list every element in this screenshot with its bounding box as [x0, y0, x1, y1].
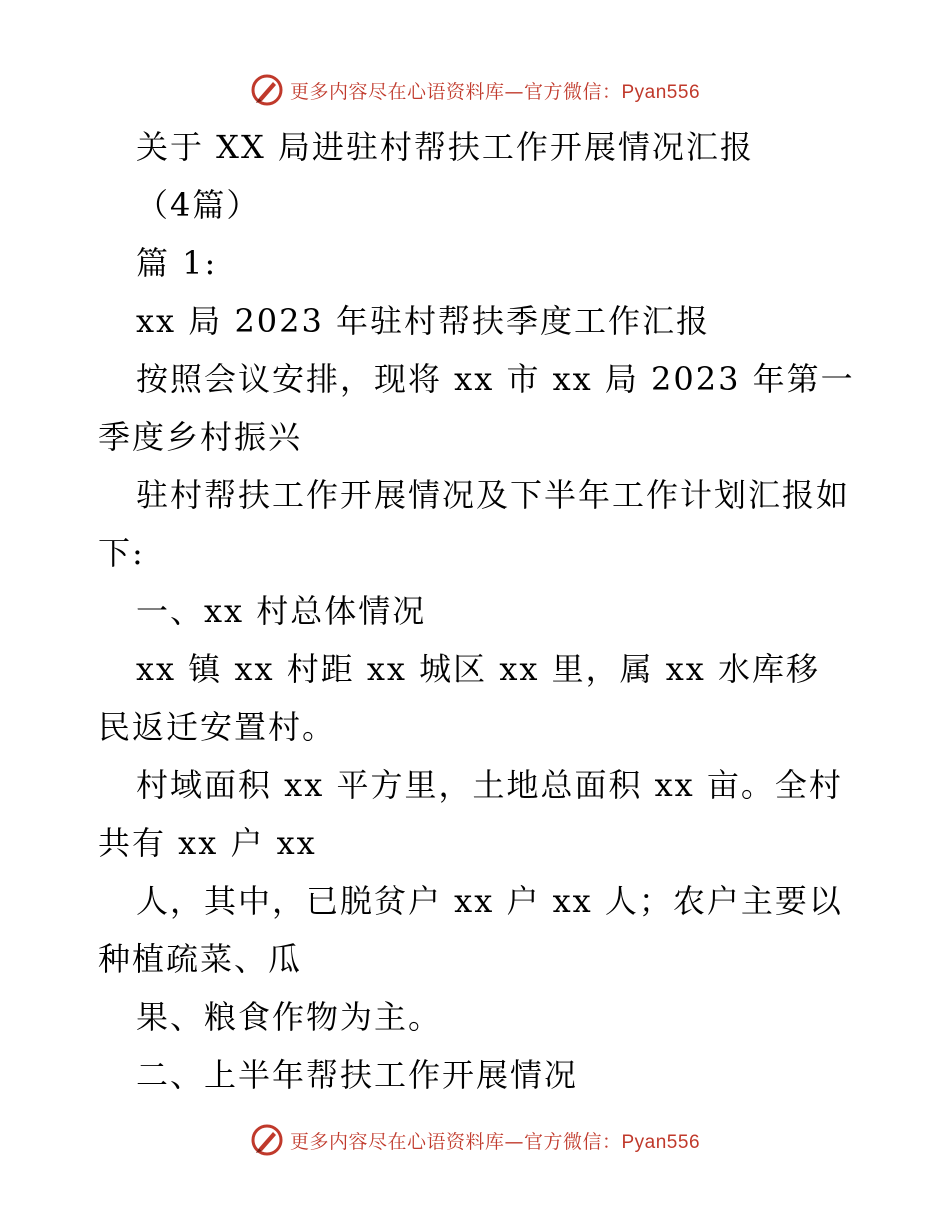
paragraph-line: xx 镇 xx 村距 xx 城区 xx 里，属 xx 水库移 — [136, 650, 821, 688]
paragraph-line: 民返迁安置村。 — [98, 708, 337, 746]
document-body — [98, 118, 858, 1104]
paragraph-line: 季度乡村振兴 — [98, 418, 303, 456]
paragraph-line: 果、粮食作物为主。 — [136, 998, 443, 1036]
section-heading: xx 局 2023 年驻村帮扶季度工作汇报 — [136, 302, 711, 340]
paragraph-line: 人，其中，已脱贫户 xx 户 xx 人；农户主要以 — [136, 882, 843, 920]
subheading: 二、上半年帮扶工作开展情况 — [136, 1056, 579, 1094]
section-label: 篇 1: — [136, 244, 218, 282]
pen-logo-icon — [250, 1123, 284, 1157]
footer-watermark-banner — [0, 1120, 950, 1160]
document-subtitle: （4篇） — [136, 186, 261, 224]
paragraph-line: 共有 xx 户 xx — [98, 824, 317, 862]
watermark-text: 更多内容尽在心语资料库—官方微信：Pyan556 — [289, 80, 701, 103]
pen-logo-icon — [250, 73, 284, 107]
paragraph-line: 种植疏菜、瓜 — [98, 940, 303, 978]
paragraph-line: 驻村帮扶工作开展情况及下半年工作计划汇报如 — [136, 476, 851, 514]
paragraph-line: 按照会议安排，现将 xx 市 xx 局 2023 年第一 — [136, 360, 855, 398]
watermark-text: 更多内容尽在心语资料库—官方微信：Pyan556 — [289, 1130, 701, 1153]
paragraph-line: 下: — [98, 534, 145, 572]
header-watermark-banner — [0, 70, 950, 110]
paragraph-line: 村域面积 xx 平方里，土地总面积 xx 亩。全村 — [136, 766, 843, 804]
subheading: 一、xx 村总体情况 — [136, 592, 427, 630]
document-title: 关于 XX 局进驻村帮扶工作开展情况汇报 — [136, 128, 754, 166]
